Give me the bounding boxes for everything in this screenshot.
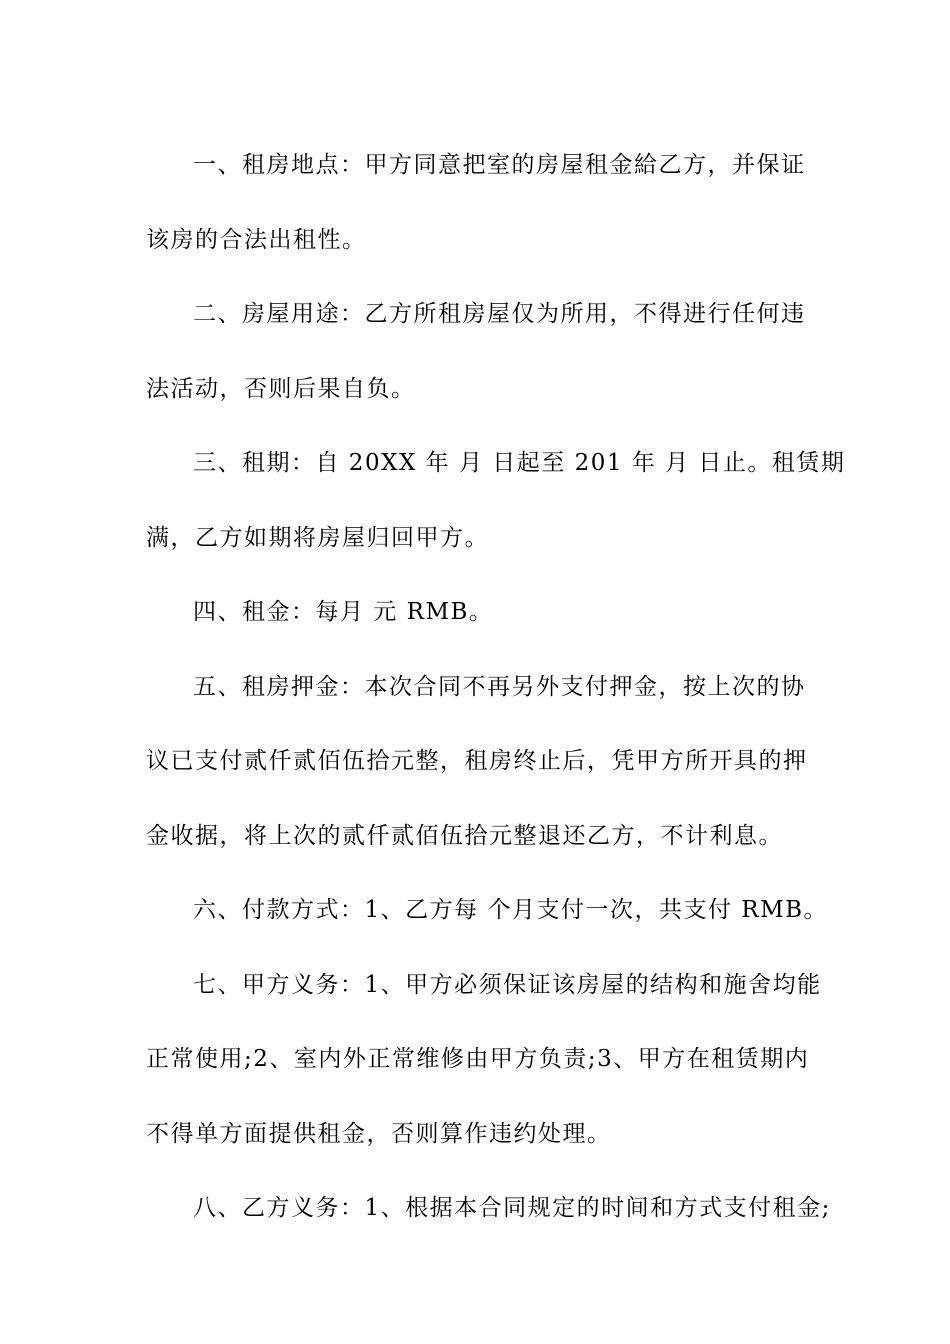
clause-7-line-1: 七、甲方义务：1、甲方必须保证该房屋的结构和施舍均能	[193, 971, 822, 998]
clause-3-line-2: 满，乙方如期将房屋归回甲方。	[146, 524, 489, 551]
clause-2-line-2: 法活动，否则后果自负。	[146, 375, 416, 402]
clause-1-line-1: 一、租房地点：甲方同意把室的房屋租金給乙方，并保证	[193, 152, 806, 178]
clause-3-line-1: 三、租期：自 20XX 年 月 日起至 201 年 月 日止。租赁期	[193, 450, 846, 476]
clause-2-line-1: 二、房屋用途：乙方所租房屋仅为所用，不得进行任何违	[193, 301, 806, 327]
clause-6-line-1: 六、付款方式：1、乙方每 个月支付一次，共支付 RMB。	[193, 897, 829, 923]
clause-5-line-3: 金收据，将上次的贰仟贰佰伍拾元整退还乙方，不计利息。	[146, 822, 783, 849]
clause-4-line-1: 四、租金：每月 元 RMB。	[193, 599, 494, 625]
clause-7-line-2: 正常使用;2、室内外正常维修由甲方负责;3、甲方在租赁期内	[146, 1046, 810, 1072]
clause-1-line-2: 该房的合法出租性。	[146, 226, 367, 253]
clause-8-line-1: 八、乙方义务：1、根据本合同规定的时间和方式支付租金;	[193, 1195, 831, 1221]
clause-7-line-3: 不得单方面提供租金，否则算作违约处理。	[146, 1120, 612, 1147]
clause-5-line-1: 五、租房押金：本次合同不再另外支付押金，按上次的协	[193, 673, 806, 700]
clause-5-line-2: 议已支付贰仟贰佰伍拾元整，租房终止后，凭甲方所开具的押	[146, 748, 808, 774]
contract-body	[146, 128, 846, 1246]
